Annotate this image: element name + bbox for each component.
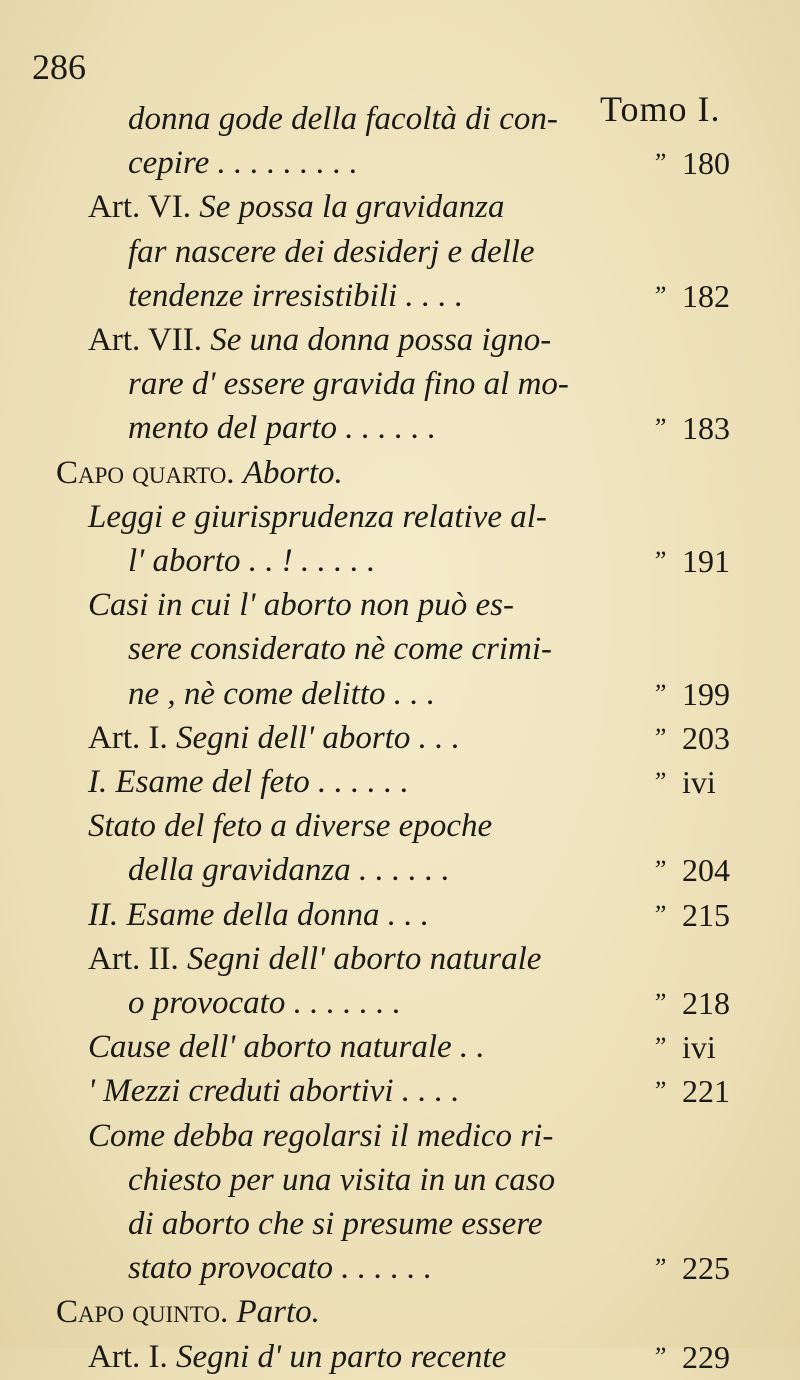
toc-entry-text: o provocato . . . . . . . xyxy=(128,985,401,1021)
toc-entry xyxy=(88,936,541,982)
leader-quote-mark: ” xyxy=(652,1076,667,1105)
toc-entry-text: stato provocato . . . . . . xyxy=(128,1250,433,1286)
toc-entry xyxy=(88,1334,506,1380)
leader-quote-mark: ” xyxy=(652,679,667,708)
toc-entry xyxy=(128,626,552,672)
volume-heading: Tomo I. xyxy=(600,89,721,129)
toc-page-number: 191 xyxy=(682,543,730,579)
toc-entry-text: Parto. xyxy=(236,1294,320,1330)
toc-entry-text: di aborto che si presume essere xyxy=(128,1206,543,1242)
leader-quote-mark: ” xyxy=(652,988,667,1017)
toc-entry-text: donna gode della facoltà di con- xyxy=(128,101,558,137)
toc-entry-text: Stato del feto a diverse epoche xyxy=(88,808,493,844)
toc-page-number: ivi xyxy=(682,764,716,800)
toc-entry-text: I. Esame del feto . . . . . . xyxy=(88,764,409,800)
toc-entry-text: Casi in cui l' aborto non può es- xyxy=(88,587,514,623)
toc-page-number: 180 xyxy=(682,145,730,181)
toc-page-number: ivi xyxy=(682,1029,716,1065)
toc-page-number: 183 xyxy=(682,410,730,446)
toc-entry-text: II. Esame della donna . . . xyxy=(88,897,429,933)
toc-page-number: 215 xyxy=(682,897,730,933)
toc-entry xyxy=(88,1024,485,1070)
toc-entry-text: Aborto. xyxy=(242,455,343,491)
toc-page-number: 199 xyxy=(682,676,730,712)
toc-entry xyxy=(88,494,547,540)
toc-entry xyxy=(56,1289,320,1335)
toc-page-number: 203 xyxy=(682,720,730,756)
toc-entry xyxy=(128,671,435,717)
toc-entry-text: sere considerato nè come crimi- xyxy=(128,631,552,667)
toc-entry-text: Art. VII. xyxy=(88,322,211,358)
leader-quote-mark: ” xyxy=(652,1253,667,1282)
toc-entry-text: l' aborto . . ! . . . . . xyxy=(128,543,376,579)
toc-entry xyxy=(56,450,343,496)
toc-entry-text: Capo quarto. xyxy=(56,455,243,491)
toc-page-number: 221 xyxy=(682,1073,730,1109)
toc-entry xyxy=(128,273,463,319)
leader-quote-mark: ” xyxy=(652,723,667,752)
toc-entry xyxy=(128,229,535,275)
toc-page-number: 225 xyxy=(682,1250,730,1286)
toc-entry-text: far nascere dei desiderj e delle xyxy=(128,234,535,270)
toc-entry xyxy=(128,538,375,584)
toc-entry xyxy=(128,361,569,407)
toc-entry-text: rare d' essere gravida fino al mo- xyxy=(128,366,569,402)
toc-entry xyxy=(128,980,401,1026)
toc-entry xyxy=(128,1245,432,1291)
toc-entry xyxy=(88,1068,460,1114)
toc-entry-text: chiesto per una visita in un caso xyxy=(128,1162,556,1198)
leader-quote-mark: ” xyxy=(652,1032,667,1061)
toc-entry xyxy=(88,892,429,938)
toc-entry xyxy=(128,847,450,893)
toc-entry xyxy=(128,140,358,186)
toc-entry-text: Art. VI. xyxy=(88,189,200,225)
toc-entry xyxy=(128,405,436,451)
toc-entry-text: della gravidanza . . . . . . xyxy=(128,852,450,888)
toc-page-number: 204 xyxy=(682,852,730,888)
toc-entry xyxy=(128,1201,543,1247)
toc-entry-text: Art. II. xyxy=(88,941,187,977)
toc-entry xyxy=(88,582,514,628)
toc-entry-text: Se possa la gravidanza xyxy=(199,189,505,225)
toc-entry xyxy=(88,1113,553,1159)
toc-entry xyxy=(128,1157,555,1203)
toc-entry-text: tendenze irresistibili . . . . xyxy=(128,278,464,314)
leader-quote-mark: ” xyxy=(652,900,667,929)
leader-quote-mark: ” xyxy=(652,767,667,796)
page-number: 286 xyxy=(32,47,86,87)
toc-entry-text: ' Mezzi creduti abortivi . . . . xyxy=(88,1073,460,1109)
toc-entry xyxy=(88,715,460,761)
toc-page-number: 229 xyxy=(682,1339,730,1375)
toc-entry-text: Se una donna possa igno- xyxy=(210,322,552,358)
toc-entry-text: cepire . . . . . . . . . xyxy=(128,145,358,181)
toc-entry-text: Capo quinto. xyxy=(56,1294,237,1330)
leader-quote-mark: ” xyxy=(652,855,667,884)
toc-entry-text: Segni dell' aborto . . . xyxy=(175,720,460,756)
toc-entry xyxy=(88,759,409,805)
leader-quote-mark: ” xyxy=(652,413,667,442)
toc-entry xyxy=(88,317,551,363)
toc-entry-text: Come debba regolarsi il medico ri- xyxy=(88,1118,554,1154)
leader-quote-mark: ” xyxy=(652,1342,667,1371)
toc-entry-text: Segni dell' aborto naturale xyxy=(186,941,542,977)
toc-page-number: 182 xyxy=(682,278,730,314)
toc-entry-text: Art. I. xyxy=(88,1339,176,1375)
toc-page-number: 218 xyxy=(682,985,730,1021)
toc-entry xyxy=(128,96,558,142)
toc-entry xyxy=(88,184,504,230)
leader-quote-mark: ” xyxy=(652,546,667,575)
toc-entry xyxy=(88,803,492,849)
toc-entry-text: Leggi e giurisprudenza relative al- xyxy=(88,499,547,535)
leader-quote-mark: ” xyxy=(652,281,667,310)
toc-entry-text: Cause dell' aborto naturale . . xyxy=(88,1029,485,1065)
leader-quote-mark: ” xyxy=(652,148,667,177)
toc-entry-text: ne , nè come delitto . . . xyxy=(128,676,435,712)
toc-entry-text: Segni d' un parto recente xyxy=(175,1339,507,1375)
toc-entry-text: Art. I. xyxy=(88,720,176,756)
toc-entry-text: mento del parto . . . . . . xyxy=(128,410,436,446)
